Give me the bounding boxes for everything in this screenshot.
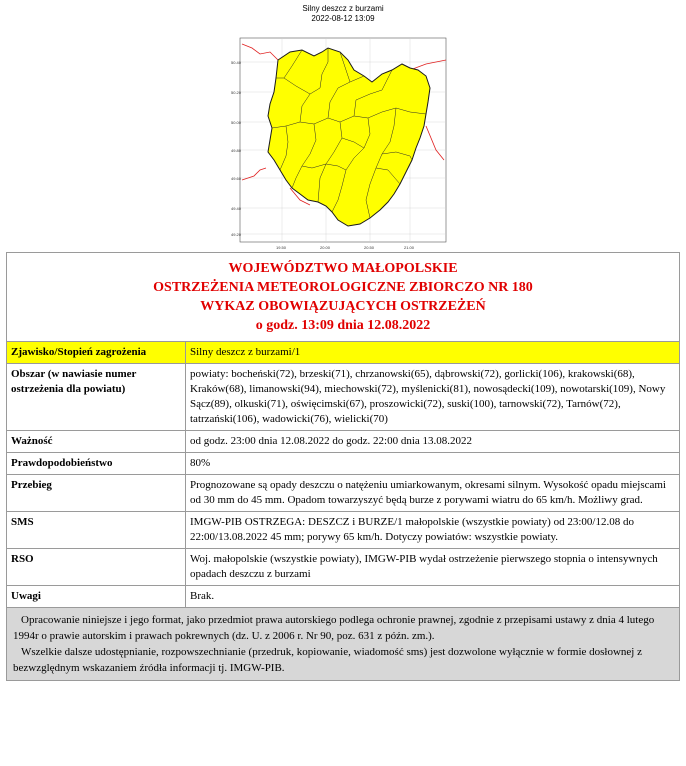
y-tick: 50.40 bbox=[231, 60, 242, 65]
row-area bbox=[7, 364, 680, 431]
header-region: WOJEWÓDZTWO MAŁOPOLSKIE bbox=[228, 261, 458, 276]
validity-value: od godz. 23:00 dnia 12.08.2022 do godz. 22:00 dnia 13.08.2022 bbox=[186, 431, 680, 453]
x-tick: 19.50 bbox=[276, 245, 287, 250]
probability-value: 80% bbox=[186, 453, 680, 475]
phenomenon-value: Silny deszcz z burzami/1 bbox=[186, 342, 680, 364]
header-list-title: WYKAZ OBOWIĄZUJĄCYCH OSTRZEŻEŃ bbox=[200, 299, 486, 314]
warning-map bbox=[230, 30, 456, 252]
y-tick: 50.20 bbox=[231, 90, 242, 95]
area-value: powiaty: bocheński(72), brzeski(71), chrzanowski(65), dąbrowski(72), gorlicki(106), krakowski(68), Kraków(68), limanowski(94), miechowski(72), myślenicki(81), nowosądecki(109), nowotarski(109), Nowy Sącz(89), olkuski(71), oświęcimski(67), proszowicki(72), suski(100), tarnowski(72), Tarnów(72), tatrzański(106), wadowicki(76), wielicki(70) bbox=[186, 364, 680, 431]
warning-table bbox=[6, 252, 680, 681]
copyright-paragraph-2: Wszelkie dalsze udostępnianie, rozpowszechnianie (przedruk, kopiowanie, wiadomość sms) jest dozwolone wyłącznie w formie dosłownej z bezwzględnym wskazaniem źródła informacji tj. IMGW-PIB. bbox=[13, 646, 642, 674]
y-tick: 50.00 bbox=[231, 120, 242, 125]
sms-label: SMS bbox=[7, 512, 186, 549]
row-footer bbox=[7, 608, 680, 681]
y-tick: 49.20 bbox=[231, 232, 242, 237]
row-validity bbox=[7, 431, 680, 453]
rso-value: Woj. małopolskie (wszystkie powiaty), IMGW-PIB wydał ostrzeżenie pierwszego stopnia o intensywnych opadach deszczu z burzami bbox=[186, 549, 680, 586]
x-tick: 20.50 bbox=[364, 245, 375, 250]
phenomenon-label: Zjawisko/Stopień zagrożenia bbox=[7, 342, 186, 364]
course-value: Prognozowane są opady deszczu o natężeniu umiarkowanym, okresami silnym. Wysokość opadu miejscami od 30 mm do 45 mm. Opadom towarzyszyć będą burze z porywami wiatru do 65 km/h. Możliwy grad. bbox=[186, 475, 680, 512]
y-tick: 49.40 bbox=[231, 206, 242, 211]
area-label: Obszar (w nawiasie numer ostrzeżenia dla powiatu) bbox=[7, 364, 186, 431]
validity-label: Ważność bbox=[7, 431, 186, 453]
rso-label: RSO bbox=[7, 549, 186, 586]
copyright-notice bbox=[7, 608, 680, 681]
header-bulletin: OSTRZEŻENIA METEOROLOGICZNE ZBIORCZO NR 180 bbox=[153, 280, 533, 295]
probability-label: Prawdopodobieństwo bbox=[7, 453, 186, 475]
x-tick: 20.00 bbox=[320, 245, 331, 250]
row-course bbox=[7, 475, 680, 512]
row-phenomenon bbox=[7, 342, 680, 364]
row-sms bbox=[7, 512, 680, 549]
copyright-paragraph-1: Opracowanie niniejsze i jego format, jako przedmiot prawa autorskiego podlega ochronie prawnej, zgodnie z przepisami ustawy z dnia 4 lutego 1994r o prawie autorskim i prawach pokrewnych (dz. U. z 2006 r. Nr 90, poz. 631 z późn. zm.). bbox=[13, 614, 655, 642]
map-title: Silny deszcz z burzami bbox=[302, 4, 384, 13]
row-probability bbox=[7, 453, 680, 475]
x-tick: 21.00 bbox=[404, 245, 415, 250]
row-rso bbox=[7, 549, 680, 586]
remarks-label: Uwagi bbox=[7, 586, 186, 608]
header-time: o godz. 13:09 dnia 12.08.2022 bbox=[255, 318, 431, 333]
y-tick: 49.60 bbox=[231, 176, 242, 181]
sms-value: IMGW-PIB OSTRZEGA: DESZCZ i BURZE/1 małopolskie (wszystkie powiaty) od 23:00/12.08 do 22:00/13.08.2022 45 mm; porywy 65 km/h. Dotyczy powiatów: wszystkie powiaty. bbox=[186, 512, 680, 549]
course-label: Przebieg bbox=[7, 475, 186, 512]
warning-header bbox=[7, 253, 680, 342]
map-datetime: 2022-08-12 13:09 bbox=[311, 14, 375, 23]
remarks-value: Brak. bbox=[186, 586, 680, 608]
row-remarks bbox=[7, 586, 680, 608]
y-tick: 49.80 bbox=[231, 148, 242, 153]
map-svg bbox=[230, 30, 456, 252]
map-title-block bbox=[0, 4, 686, 24]
